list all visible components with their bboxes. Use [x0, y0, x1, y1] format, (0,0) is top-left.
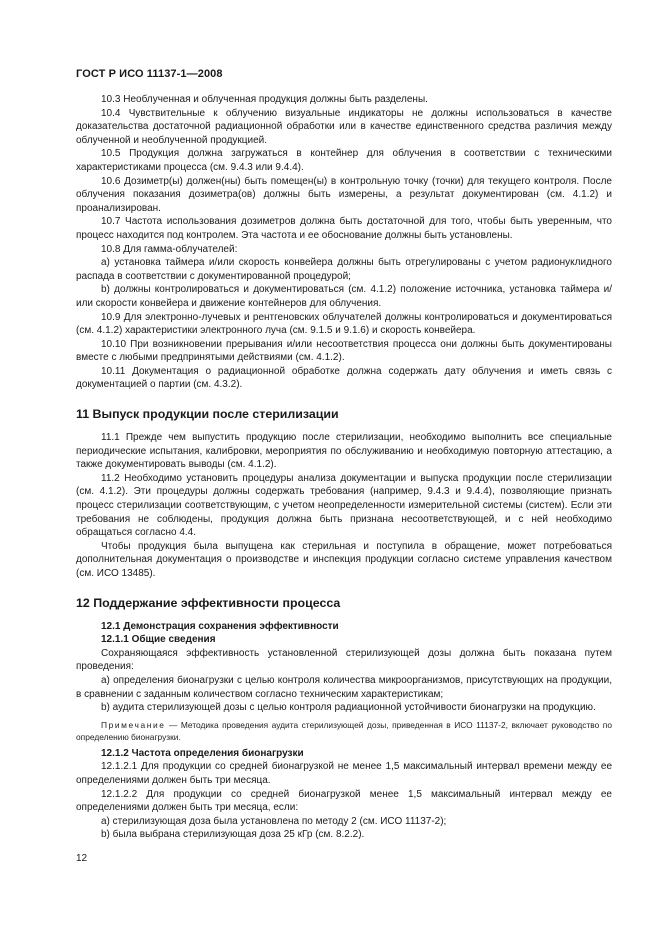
clause-12-1-2-2-a: a) стерилизующая доза была установлена по методу 2 (см. ИСО 11137-2);	[101, 815, 447, 827]
clause-11-para: Чтобы продукция была выпущена как стерильная и поступила в обращение, может потребоваться дополнительная документация о производстве и инспекция продукции согласно системе управления качеством (см. ИСО 13485).	[76, 540, 612, 579]
clause-11-1: 11.1 Прежде чем выпустить продукцию после стерилизации, необходимо выполнить все специальные периодические испытания, калибровки, мероприятия по обслуживанию и необходимую повторную аттестацию, а также документировать выводы (см. 4.1.2).	[76, 432, 612, 471]
subsection-12-1-2-heading: 12.1.2 Частота определения бионагрузки	[101, 747, 304, 759]
clause-10-3: 10.3 Необлученная и облученная продукция должны быть разделены.	[101, 94, 428, 105]
page-body	[76, 93, 612, 842]
page-number: 12	[76, 853, 88, 864]
clause-10-8-b: b) должны контролироваться и документироваться (см. 4.1.2) положение источника, установка таймера и/или скорости конвейера и движение контейнеров для облучения.	[76, 284, 612, 309]
clause-12-1-2-1: 12.1.2.1 Для продукции со средней бионагрузкой не менее 1,5 максимальный интервал времени между ее определениями должен быть три месяца.	[76, 761, 612, 786]
clause-10-8: 10.8 Для гамма-облучателей:	[101, 243, 238, 255]
note-text: — Методика проведения аудита стерилизующей дозы, приведенная в ИСО 11137-2, включает руководство по определению бионагрузки.	[76, 719, 612, 742]
document-header: ГОСТ Р ИСО 11137-1—2008	[76, 68, 223, 80]
clause-10-7: 10.7 Частота использования дозиметров должна быть достаточной для того, чтобы быть уверенным, что процесс находится под контролем. Эта частота и ее обоснование должны быть установлены.	[76, 216, 612, 241]
clause-12-1-2-2: 12.1.2.2 Для продукции со средней бионагрузкой менее 1,5 максимальный интервал между ее определениями должен быть три месяца, если:	[76, 788, 612, 814]
clause-12-1-1-a: a) определения бионагрузки с целью контроля количества микроорганизмов, присутствующих на продукции, в сравнении с заданным количеством согласно техническим характеристикам;	[76, 674, 612, 700]
note-label: Примечание	[101, 719, 166, 730]
clause-11-2: 11.2 Необходимо установить процедуры анализа документации и выпуска продукции после стерилизации (см. 4.1.2). Эти процедуры должны содержать требования (например, 9.4.3 и 9.4.4), позволяющие признать процесс стерилизации соответствующим, с учетом неопределенности измерительной системы (систем). Если эти требования не соблюдены, продукция должна быть признана несоответствующей, и с ней необходимо обращаться согласно 4.4.	[76, 472, 612, 539]
clause-10-5: 10.5 Продукция должна загружаться в контейнер для облучения в соответствии с техническими характеристиками процесса (см. 9.4.3 или 9.4.4).	[76, 148, 612, 173]
clause-12-1-1-b: b) аудита стерилизующей дозы с целью контроля радиационной устойчивости бионагрузки на продукцию.	[101, 702, 596, 714]
note	[76, 719, 612, 743]
section-11-heading: 11 Выпуск продукции после стерилизации	[76, 407, 339, 422]
clause-10-10: 10.10 При возникновении прерывания и/или несоответствия процесса они должны быть документированы вместе с любыми предпринятыми действиями (см. 4.1.2).	[76, 338, 612, 364]
clause-10-6: 10.6 Дозиметр(ы) должен(ны) быть помещен(ы) в контрольную точку (точки) для текущего контроля. После облучения показания дозиметра(ов) должны быть измерены, а результат документирован (см. 4.1.2) и проанализирован.	[76, 175, 612, 214]
section-12-heading: 12 Поддержание эффективности процесса	[76, 595, 341, 610]
clause-10-11: 10.11 Документация о радиационной обработке должна содержать дату облучения и иметь связь с документацией о партии (см. 4.3.2).	[76, 365, 612, 391]
subsection-12-1-heading: 12.1 Демонстрация сохранения эффективности	[101, 620, 339, 632]
clause-10-4: 10.4 Чувствительные к облучению визуальные индикаторы не должны использоваться в качестве доказательства достаточной радиационной обработки или в качестве единственного средства различия между облученной и необлученной продукцией.	[76, 107, 612, 146]
clause-12-1-1: Сохраняющаяся эффективность установленной стерилизующей дозы должна быть показана путем проведения:	[76, 647, 612, 673]
clause-12-1-2-2-b: b) была выбрана стерилизующая доза 25 кГр (см. 8.2.2).	[101, 829, 365, 841]
clause-10-8-a: a) установка таймера и/или скорость конвейера должны быть отрегулированы с учетом радионуклидного распада в соответствии с документированной процедурой;	[76, 257, 612, 282]
clause-10-9: 10.9 Для электронно-лучевых и рентгеновских облучателей должны контролироваться и документироваться (см. 4.1.2) характеристики электронного луча (см. 9.1.5 и 9.1.6) и скорость конвейера.	[76, 311, 612, 337]
subsection-12-1-1-heading: 12.1.1 Общие сведения	[101, 634, 216, 646]
